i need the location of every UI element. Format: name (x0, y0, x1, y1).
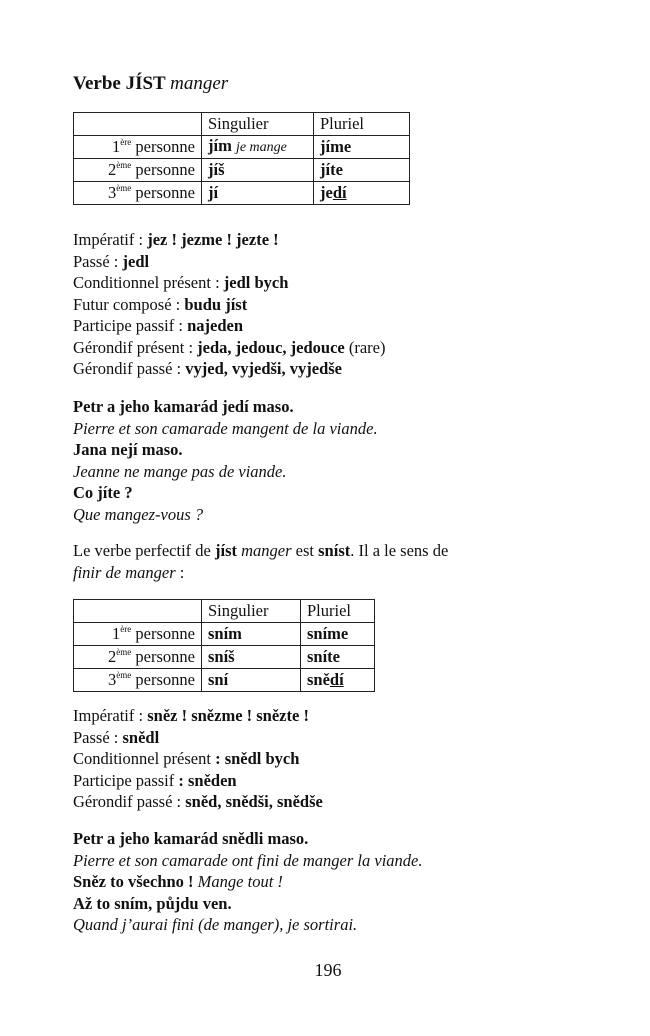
header-empty (74, 113, 202, 136)
table-row (74, 646, 375, 669)
example-czech: Až to sním, půjdu ven. (73, 893, 232, 913)
table-row (74, 136, 410, 159)
singular-form: sní (202, 669, 301, 692)
header-singular: Singulier (202, 113, 314, 136)
example-french: Pierre et son camarade mangent de la viande. (73, 418, 378, 438)
form-line: Passé : snědl (73, 727, 160, 747)
plural-form: jíte (314, 159, 410, 182)
example-czech: Jana nejí maso. (73, 440, 183, 459)
example-czech: Co jíte ? (73, 483, 133, 502)
table-row (74, 182, 410, 205)
form-line: Impératif : jez ! jezme ! jezte ! (73, 230, 279, 249)
title-verb: Verbe JÍST (73, 73, 166, 94)
example-french: Que mangez-vous ? (73, 504, 204, 524)
title-meaning: manger (170, 73, 229, 94)
conjugation-table-snist (73, 599, 375, 692)
form-line: Participe passif : najeden (73, 316, 244, 335)
example-czech: Petr a jeho kamarád snědli maso. (73, 829, 309, 848)
table-header-row (74, 113, 410, 136)
singular-form: jí (202, 182, 314, 205)
form-line: Gérondif passé : vyjed, vyjedši, vyjedše (73, 359, 342, 378)
table-row (74, 159, 410, 182)
header-plural: Pluriel (314, 113, 410, 136)
form-line: Conditionnel présent : snědl bych (73, 749, 300, 768)
person-label: 2ème personne (74, 159, 202, 182)
header-singular: Singulier (202, 600, 301, 623)
example-french: Quand j’aurai fini (de manger), je sortirai. (73, 915, 358, 934)
forms-list-snist (73, 705, 323, 813)
form-line: Passé : jedl (73, 251, 150, 271)
plural-form: sníme (301, 623, 375, 646)
form-line: Gérondif présent : jeda, jedouc, jedouce (rare) (73, 337, 386, 357)
page-number: 196 (314, 960, 342, 980)
header-plural: Pluriel (301, 600, 375, 623)
person-label: 1ère personne (74, 623, 202, 646)
singular-form: sním (202, 623, 301, 646)
plural-form: jedí (314, 182, 410, 205)
plural-form: snědí (301, 669, 375, 692)
conjugation-table-jist (73, 112, 410, 205)
singular-form: jím je mange (202, 136, 314, 159)
examples-snist (73, 828, 423, 936)
table-header-row (74, 600, 375, 623)
singular-form: sníš (202, 646, 301, 669)
table-row (74, 623, 375, 646)
person-label: 3ème personne (74, 669, 202, 692)
perfective-intro: Le verbe perfectif de jíst manger est sníst. Il a le sens de finir de manger : (73, 541, 449, 582)
example-czech: Petr a jeho kamarád jedí maso. (73, 397, 294, 416)
table-row (74, 669, 375, 692)
person-label: 2ème personne (74, 646, 202, 669)
page-title (73, 73, 228, 95)
person-label: 3ème personne (74, 182, 202, 205)
example-french: Jeanne ne mange pas de viande. (73, 461, 287, 481)
plural-form: sníte (301, 646, 375, 669)
singular-form: jíš (202, 159, 314, 182)
person-label: 1ère personne (74, 136, 202, 159)
header-empty (74, 600, 202, 623)
plural-form: jíme (314, 136, 410, 159)
form-line: Impératif : sněz ! snězme ! snězte ! (73, 706, 309, 725)
form-line: Conditionnel présent : jedl bych (73, 273, 289, 292)
examples-jist (73, 396, 378, 525)
form-line: Futur composé : budu jíst (73, 294, 248, 314)
example-french: Pierre et son camarade ont fini de manger la viande. (73, 850, 423, 870)
example-mixed: Sněz to všechno ! Mange tout ! (73, 872, 283, 891)
form-line: Gérondif passé : sněd, snědši, snědše (73, 792, 323, 811)
form-line: Participe passif : sněden (73, 770, 237, 790)
forms-list-jist (73, 229, 386, 380)
